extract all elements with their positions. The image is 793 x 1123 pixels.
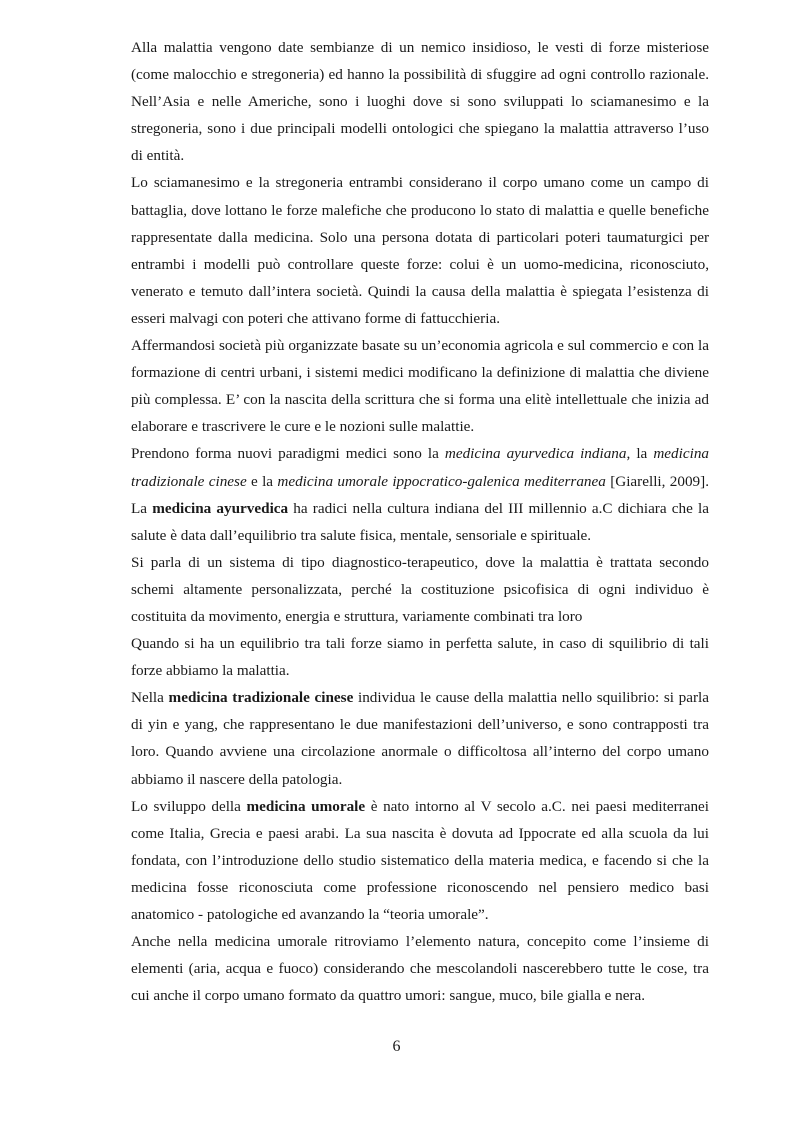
paragraph-4 [131, 440, 709, 548]
bold-term: medicina tradizionale cinese [168, 689, 354, 707]
page-number: 6 [392, 1038, 401, 1055]
text-run: Alla malattia vengono date sembianze di un nemico insidioso, le vesti di forze misteriose (come malocchio e stregoneria) ed hanno la possibilità di sfuggire ad ogni controllo razionale. Nell’Asia e nelle Americhe, sono i luoghi dove si sono sviluppati lo sciamanesimo e la stregoneria, sono i due principali modelli ontologici che spiegano la malattia attraverso l’uso di entità. [131, 39, 709, 165]
bold-term: medicina ayurvedica [152, 499, 289, 517]
paragraph-8 [131, 793, 709, 928]
italic-term: medicina umorale ippocratico-galenica mediterranea [277, 472, 606, 490]
text-run: ha radici nella cultura indiana del III millennio a.C dichiara che la salute è data dall’equilibrio tra salute fisica, mentale, sensoriale e spirituale. [131, 499, 709, 544]
text-run: Nella [131, 689, 169, 707]
paragraph-9 [131, 928, 709, 1009]
italic-term: medicina ayurvedica indiana [444, 445, 627, 463]
text-run: individua le cause della malattia nello squilibrio: si parla di yin e yang, che rappresentano le due manifestazioni dell’universo, e sono contrapposti tra loro. Quando avviene una circolazione anormale o difficoltosa all’interno del corpo umano abbiamo il nascere della patologia. [131, 689, 709, 788]
text-run: Prendono forma nuovi paradigmi medici sono la [131, 445, 445, 463]
text-run: e la [246, 472, 278, 490]
bold-term: medicina umorale [246, 797, 366, 815]
text-run: Affermandosi società più organizzate basate su un’economia agricola e sul commercio e con la formazione di centri urbani, i sistemi medici modificano la definizione di malattia che diviene più complessa. E’ con la nascita della scrittura che si forma una elitè intellettuale che inizia ad elaborare e trascrivere le cure e le nozioni sulle malattie. [131, 337, 709, 436]
text-run: Si parla di un sistema di tipo diagnostico-terapeutico, dove la malattia è trattata secondo schemi altamente personalizzata, perché la costituzione psicofisica di ogni individuo è costituita da movimento, energia e struttura, variamente combinati tra loro [131, 553, 709, 625]
paragraph-2 [131, 169, 709, 332]
paragraph-3 [131, 332, 709, 440]
text-run: è nato intorno al V secolo a.C. nei paesi mediterranei come Italia, Grecia e paesi arabi. La sua nascita è dovuta ad Ippocrate ed alla scuola da lui fondata, con l’introduzione dello studio sistematico della materia medica, e facendo si che la medicina fosse riconosciuta come professione riconoscendo nel pensiero medico basi anatomico - patologiche ed avanzando la “teoria umorale”. [131, 797, 710, 923]
text-run: Lo sviluppo della [131, 797, 247, 815]
text-run: Anche nella medicina umorale ritroviamo l’elemento natura, concepito come l’insieme di elementi (aria, acqua e fuoco) considerando che mescolandoli nascerebbero tutte le cose, tra cui anche il corpo umano formato da quattro umori: sangue, muco, bile gialla e nera. [131, 933, 709, 1005]
text-run: [Giarelli, 2009]. La [131, 472, 709, 517]
text-run: Lo sciamanesimo e la stregoneria entrambi considerano il corpo umano come un campo di battaglia, dove lottano le forze malefiche che producono lo stato di malattia e quelle benefiche rappresentate dalla medicina. Solo una persona dotata di particolari poteri taumaturgici per entrambi i modelli può controllare queste forze: colui è un uomo-medicina, riconosciuto, venerato e temuto dall’intera società. Quindi la causa della malattia è spiegata l’esistenza di esseri malvagi con poteri che attivano forme di fattucchieria. [131, 174, 709, 327]
paragraph-5 [131, 549, 709, 630]
italic-term: medicina tradizionale cinese [131, 445, 710, 490]
text-run: Quando si ha un equilibrio tra tali forze siamo in perfetta salute, in caso di squilibrio di tali forze abbiamo la malattia. [131, 635, 709, 680]
paragraph-7 [131, 684, 709, 792]
paragraph-6 [131, 630, 709, 684]
text-run: , la [626, 445, 654, 463]
paragraph-1 [131, 34, 709, 169]
document-body [131, 34, 709, 1009]
